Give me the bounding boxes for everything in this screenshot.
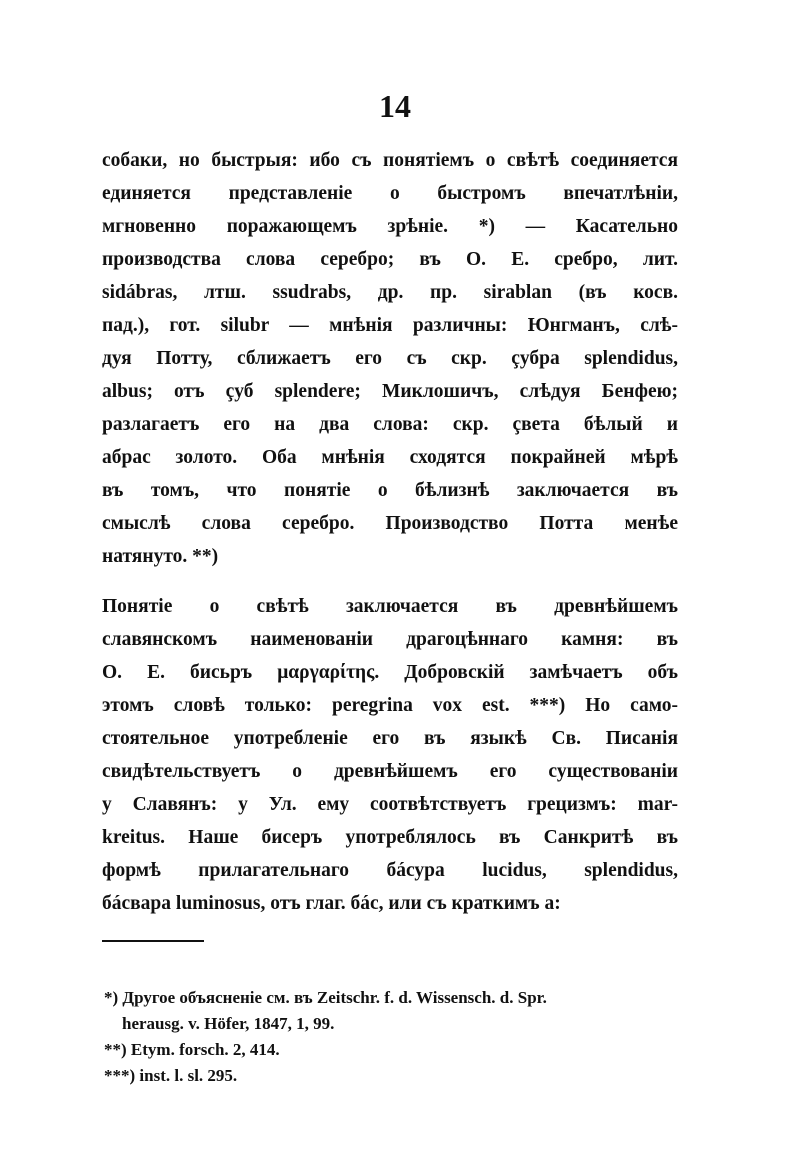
text-line: О. Е. бисьръ μαργαρίτης. Добровскій замѣчаетъ объ [102,662,678,683]
footnote: *) Другое объясненіе см. въ Zeitschr. f. d. Wissensch. d. Spr. [104,988,547,1007]
text-line: kreitus. Наше бисеръ употреблялось въ Санкритѣ въ [102,827,678,848]
footnote: **) Etym. forsch. 2, 414. [104,1040,280,1059]
footnote-divider [102,940,204,942]
paragraph-1 [102,144,678,573]
text-line: натянуто. **) [102,546,219,567]
text-line: стоятельное употребленіе его въ языкѣ Св. Писанія [102,728,678,749]
page-number: 14 [379,88,411,124]
text-line: разлагаетъ его на два слова: скр. çвета бѣлый и [102,414,678,435]
text-line: Понятіе о свѣтѣ заключается въ древнѣйшемъ [102,596,678,617]
text-line: формѣ прилагательнаго бáсура lucidus, splendidus, [102,860,678,881]
footnote: herausg. v. Höfer, 1847, 1, 99. [122,1014,335,1033]
text-line: пад.), гот. silubr — мнѣнія различны: Юнгманъ, слѣ- [102,315,678,336]
text-line: смыслѣ слова серебро. Производство Потта менѣе [102,513,678,534]
text-line: sidábras, лтш. ssudrabs, др. пр. sirablan (въ косв. [102,282,678,303]
text-line: у Славянъ: у Ул. ему соотвѣтствуетъ грецизмъ: mar- [102,794,678,815]
text-line: этомъ словѣ только: peregrina vox est. ***) Но само- [102,695,678,716]
text-line: абрас золото. Оба мнѣнія сходятся покрайней мѣрѣ [102,447,678,468]
text-line: albus; отъ çуб splendere; Миклошичъ, слѣдуя Бенфею; [102,381,678,402]
text-line: дуя Потту, сближаетъ его съ скр. çубра splendidus, [102,348,678,369]
paragraph-2 [102,590,678,920]
text-line: производства слова серебро; въ О. Е. сребро, лит. [102,249,678,270]
text-line: славянскомъ наименованіи драгоцѣннаго камня: въ [102,629,678,650]
text-line: собаки, но быстрыя: ибо съ понятіемъ о свѣтѣ соединяется [102,150,678,171]
text-line: мгновенно поражающемъ зрѣніе. *) — Касательно [102,216,678,237]
footnotes [104,985,684,1089]
footnote: ***) inst. l. sl. 295. [104,1066,238,1085]
text-line: бáсвара luminosus, отъ глаг. бáс, или съ краткимъ а: [102,893,561,914]
text-line: свидѣтельствуетъ о древнѣйшемъ его существованіи [102,761,678,782]
text-line: въ томъ, что понятіе о бѣлизнѣ заключается въ [102,480,678,501]
text-line: единяется представленіе о быстромъ впечатлѣніи, [102,183,678,204]
